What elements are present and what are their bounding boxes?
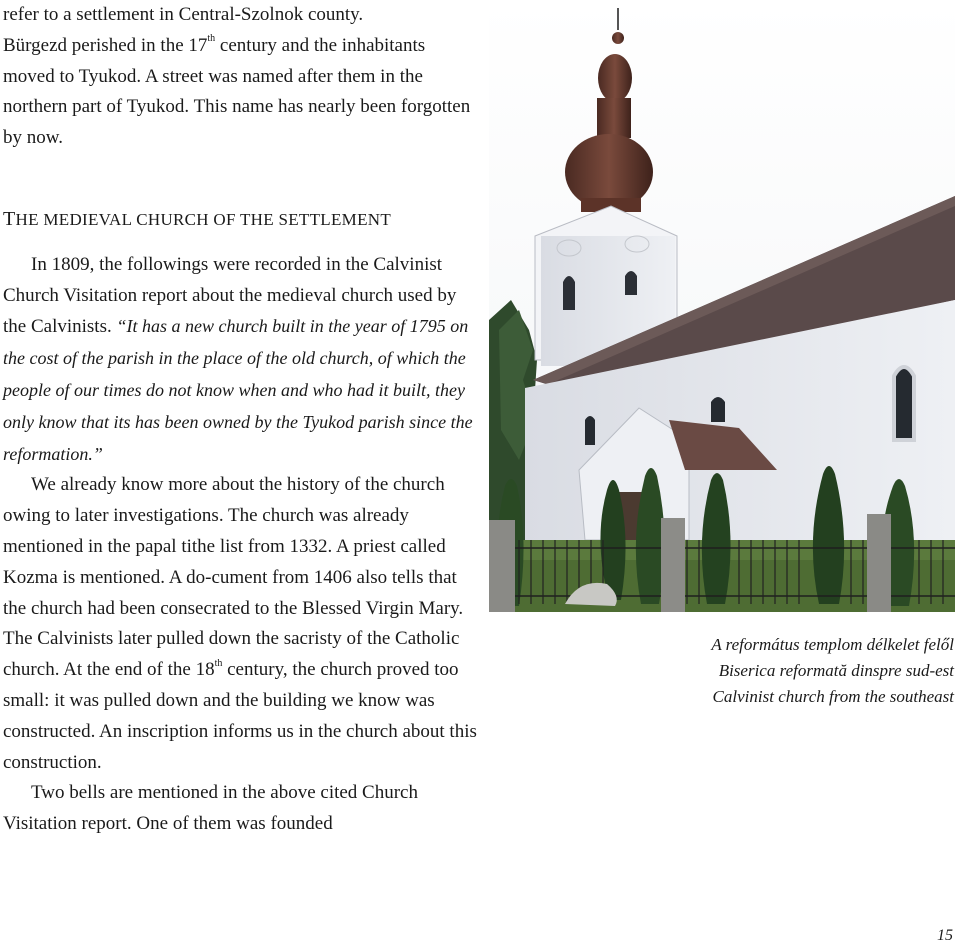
caption-english: Calvinist church from the southeast bbox=[712, 687, 954, 706]
ordinal-suffix-2: th bbox=[214, 657, 223, 669]
church-photo bbox=[489, 0, 955, 612]
caption-romanian: Biserica reformată dinspre sud-est bbox=[718, 661, 954, 680]
paragraph-2-text-b: century, the church proved too small: it was pulled down and the building we know was constructed. An inscription informs us in the church about this construction. bbox=[3, 659, 477, 773]
heading-rest: HE MEDIEVAL CHURCH OF THE SETTLEMENT bbox=[15, 209, 392, 229]
heading-initial: T bbox=[3, 207, 16, 230]
paragraph-visitation-report bbox=[3, 250, 481, 471]
intro-text-3: century and the inhabitants moved to Tyukod. A street was named after them in the northern part of Tyukod. This name has nearly been forgotten by now. bbox=[3, 34, 471, 149]
paragraph-2-text-a: We already know more about the history of the church owing to later investigations. The church was already mentioned in the papal tithe list from 1332. A priest called Kozma is mentioned. A do-cument from 1406 also tells that the church had been consecrated to the Blessed Virgin Mary. The Calvinists later pulled down the sacristy of the Catholic church. At the end of the 18 bbox=[3, 474, 464, 681]
photo-caption bbox=[600, 632, 954, 710]
paragraph-history bbox=[3, 470, 481, 778]
visitation-quote: “It has a new church built in the year of 1795 on the cost of the parish in the place of the old church, of which the people of our times do not know when and who had it built, they only know that its has been owned by the Tyukod parish since the reformation.” bbox=[3, 316, 473, 464]
paragraph-bells: Two bells are mentioned in the above cited Church Visitation report. One of them was founded bbox=[3, 782, 418, 835]
caption-hungarian: A református templom délkelet felől bbox=[711, 635, 954, 654]
paragraph-1-text: In 1809, the followings were recorded in the Calvinist Church Visitation report about the medieval church used by the Calvinists. bbox=[3, 253, 457, 338]
intro-paragraph bbox=[3, 0, 481, 154]
intro-text-2: Bürgezd perished in the 17 bbox=[3, 34, 208, 56]
intro-text-1: refer to a settlement in Central-Szolnok county. bbox=[3, 4, 364, 25]
ordinal-suffix: th bbox=[207, 33, 216, 45]
main-text-column bbox=[3, 0, 481, 840]
section-heading bbox=[3, 204, 481, 236]
page-number: 15 bbox=[937, 927, 953, 944]
